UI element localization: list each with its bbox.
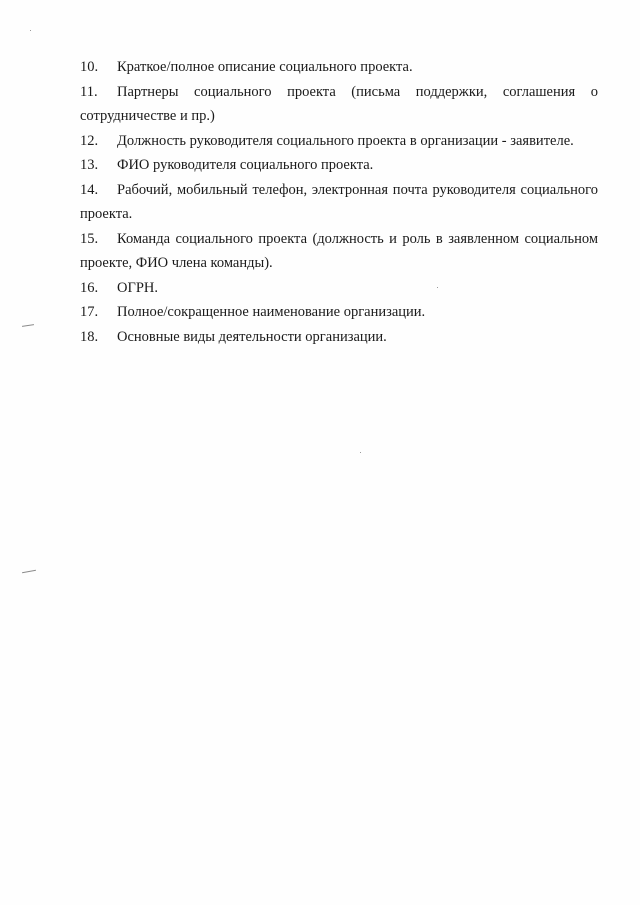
list-item [80, 178, 598, 227]
list-item [80, 55, 598, 80]
list-item [80, 276, 598, 301]
item-number: 13. [80, 157, 99, 173]
item-number: 17. [80, 304, 99, 320]
scan-speck [360, 452, 361, 453]
scan-artifact [22, 324, 34, 327]
item-text: ОГРН. [117, 279, 159, 296]
list-item [80, 227, 598, 276]
item-number: 18. [80, 328, 99, 345]
list-item [80, 300, 598, 325]
item-text: Основные виды деятельности организации. [117, 328, 387, 345]
item-number: 16. [80, 279, 99, 296]
item-text: Партнеры социального проекта (письма поддержки, соглашения о сотрудничестве и пр.) [80, 83, 598, 124]
item-text: ФИО руководителя социального проекта. [117, 157, 374, 173]
scan-speck [437, 287, 438, 288]
item-text: Краткое/полное описание социального проекта. [117, 59, 413, 75]
list-item [80, 80, 598, 129]
scan-speck [30, 30, 31, 31]
item-text: Должность руководителя социального проекта в организации - заявителе. [117, 132, 574, 149]
item-number: 12. [80, 132, 99, 149]
item-text: Рабочий, мобильный телефон, электронная почта руководителя социального проекта. [80, 181, 598, 222]
requirements-list [80, 55, 598, 349]
item-number: 15. [80, 230, 99, 247]
item-number: 11. [80, 83, 98, 100]
item-text: Команда социального проекта (должность и роль в заявленном социальном проекте, ФИО члена команды). [80, 230, 598, 271]
list-item [80, 129, 598, 154]
item-number: 14. [80, 181, 99, 198]
list-item [80, 325, 598, 350]
item-text: Полное/сокращенное наименование организации. [117, 304, 426, 320]
item-number: 10. [80, 59, 99, 75]
scan-artifact [22, 570, 36, 573]
list-item [80, 153, 598, 178]
